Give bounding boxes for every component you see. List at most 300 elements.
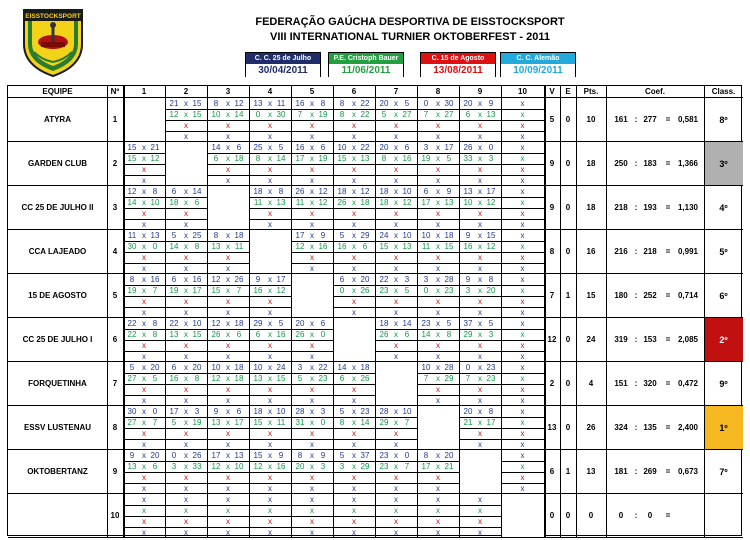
match-cell — [459, 318, 501, 362]
match-cell — [291, 186, 333, 230]
coef-equals: = — [665, 467, 671, 476]
pending-match: x — [520, 231, 525, 240]
pending-match: x — [142, 429, 146, 438]
header-team: EQUIPE — [42, 87, 73, 96]
coef-equals: = — [665, 379, 671, 388]
pending-match: x — [520, 484, 525, 493]
pending-match: x — [142, 484, 146, 493]
points-value: 10 — [586, 115, 596, 124]
pending-match: x — [310, 352, 314, 361]
stage-date: 11/06/2011 — [329, 64, 403, 77]
match-cell — [123, 230, 165, 274]
match-cell — [501, 186, 544, 230]
match-cell — [165, 98, 207, 142]
empty-cell — [417, 406, 459, 450]
stage-label: C. C. Alemão — [501, 53, 575, 64]
match-score: 17 x 3 — [169, 407, 200, 416]
pending-match: x — [478, 396, 482, 405]
pending-match: x — [142, 308, 146, 317]
pending-match: x — [394, 528, 398, 537]
match-score: 26 x 18 — [337, 198, 370, 207]
match-cell — [123, 494, 165, 538]
federation-logo-icon — [16, 4, 90, 78]
match-score: 10 x 18 — [211, 363, 244, 372]
pending-match: x — [520, 264, 525, 273]
match-cell — [501, 318, 544, 362]
match-score: 9 x 17 — [255, 275, 286, 284]
pending-match: x — [520, 385, 525, 394]
match-score: 3 x 33 — [171, 462, 202, 471]
match-cell — [333, 362, 375, 406]
match-score: 18 x 12 — [337, 187, 370, 196]
match-cell — [207, 318, 249, 362]
stage-3 — [420, 52, 496, 77]
match-cell — [207, 494, 249, 538]
match-cell — [249, 274, 291, 318]
pending-match: x — [226, 297, 230, 306]
pending-match: x — [520, 110, 525, 119]
pending-match: x — [268, 297, 272, 306]
pending-match: x — [310, 341, 314, 350]
match-score: 11 x 12 — [295, 198, 328, 207]
match-cell — [333, 406, 375, 450]
pending-match: x — [310, 132, 314, 141]
coef-against: 135 — [643, 423, 657, 432]
points-value: 16 — [586, 247, 596, 256]
match-score: 10 x 14 — [211, 110, 244, 119]
match-score: 8 x 14 — [339, 418, 370, 427]
match-score: 6 x 14 — [171, 187, 202, 196]
match-score: 23 x 0 — [379, 451, 410, 460]
pending-match: x — [142, 352, 146, 361]
coef-equals: = — [665, 423, 671, 432]
match-score: 6 x 18 — [213, 154, 244, 163]
header-e: E — [565, 87, 571, 96]
pending-match: x — [436, 132, 440, 141]
match-cell — [165, 406, 207, 450]
class-rank: 3º — [719, 159, 728, 169]
draws-value: 0 — [565, 335, 571, 344]
pending-match: x — [436, 506, 440, 515]
pending-match: x — [352, 440, 356, 449]
pending-match: x — [478, 209, 482, 218]
draws-value: 0 — [565, 115, 571, 124]
match-score: 5 x 23 — [339, 407, 370, 416]
coef-sep: : — [634, 291, 638, 300]
header-col-3: 3 — [225, 87, 231, 96]
match-score: 10 x 24 — [253, 363, 286, 372]
pending-match: x — [436, 396, 440, 405]
pending-match: x — [226, 429, 230, 438]
coef-sep: : — [634, 203, 638, 212]
pending-match: x — [352, 473, 356, 482]
match-score: 18 x 10 — [253, 407, 286, 416]
coef-for: 151 — [614, 379, 628, 388]
match-score: 10 x 12 — [463, 198, 496, 207]
match-score: 10 x 22 — [337, 143, 370, 152]
pending-match: x — [394, 341, 398, 350]
pending-match: x — [352, 165, 356, 174]
header-col-10: 10 — [518, 87, 527, 96]
match-score: 19 x 7 — [127, 286, 158, 295]
pending-match: x — [226, 253, 230, 262]
pending-match: x — [268, 484, 272, 493]
match-cell — [375, 406, 417, 450]
match-cell — [207, 450, 249, 494]
match-score: 23 x 7 — [379, 462, 410, 471]
points-value: 0 — [588, 511, 594, 520]
empty-cell — [123, 98, 165, 142]
pending-match: x — [394, 220, 398, 229]
class-rank: 9º — [719, 379, 728, 389]
empty-cell — [207, 186, 249, 230]
coef-value — [674, 494, 702, 538]
match-score: 8 x 20 — [423, 451, 454, 460]
match-cell — [207, 142, 249, 186]
team-name: GARDEN CLUB — [27, 159, 88, 168]
match-score: 0 x 30 — [423, 99, 454, 108]
points-value: 18 — [586, 203, 596, 212]
pending-match: x — [268, 176, 272, 185]
team-name: CCA LAJEADO — [28, 247, 87, 256]
pending-match: x — [394, 121, 398, 130]
match-score: 27 x 5 — [127, 374, 158, 383]
match-score: 13 x 15 — [253, 374, 286, 383]
coef-against: 277 — [643, 115, 657, 124]
match-score: 5 x 20 — [129, 363, 160, 372]
pending-match: x — [394, 253, 398, 262]
match-score: 18 x 8 — [253, 187, 284, 196]
pending-match: x — [394, 352, 398, 361]
match-cell — [459, 494, 501, 538]
pending-match: x — [352, 495, 356, 504]
coef-value: 0,714 — [677, 291, 699, 300]
pending-match: x — [310, 528, 314, 537]
pending-match: x — [520, 363, 525, 372]
pending-match: x — [478, 495, 482, 504]
match-score: 14 x 6 — [211, 143, 242, 152]
stage-4 — [500, 52, 576, 77]
team-number: 8 — [112, 423, 118, 432]
pending-match: x — [310, 396, 314, 405]
page-header — [0, 0, 750, 84]
pending-match: x — [226, 484, 230, 493]
match-score: 29 x 7 — [379, 418, 410, 427]
team-name: OKTOBERTANZ — [27, 467, 88, 476]
pending-match: x — [436, 220, 440, 229]
coef-equals: = — [665, 115, 671, 124]
pending-match: x — [268, 132, 272, 141]
header-col-9: 9 — [477, 87, 483, 96]
match-score: 21 x 15 — [169, 99, 202, 108]
match-cell — [123, 274, 165, 318]
pending-match: x — [520, 440, 525, 449]
match-score: 17 x 9 — [295, 231, 326, 240]
draws-value: 0 — [565, 511, 571, 520]
pending-match: x — [352, 132, 356, 141]
match-cell — [207, 230, 249, 274]
team-number: 10 — [110, 511, 120, 520]
pending-match: x — [520, 308, 525, 317]
match-cell — [249, 450, 291, 494]
pending-match: x — [352, 253, 356, 262]
match-cell — [417, 186, 459, 230]
pending-match: x — [520, 143, 525, 152]
pending-match: x — [394, 429, 398, 438]
match-cell — [333, 494, 375, 538]
pending-match: x — [478, 429, 482, 438]
match-score: 21 x 17 — [463, 418, 496, 427]
pending-match: x — [436, 495, 440, 504]
pending-match: x — [520, 451, 525, 460]
match-score: 16 x 8 — [295, 99, 326, 108]
pending-match: x — [310, 429, 314, 438]
coef-for: 218 — [614, 203, 628, 212]
match-score: 22 x 3 — [379, 275, 410, 284]
pending-match: x — [268, 506, 272, 515]
pending-match: x — [478, 506, 482, 515]
pending-match: x — [184, 264, 188, 273]
match-score: 26 x 12 — [295, 187, 328, 196]
coef-sep: : — [634, 379, 638, 388]
pending-match: x — [352, 396, 356, 405]
empty-cell — [249, 230, 291, 274]
pending-match: x — [226, 385, 230, 394]
pending-match: x — [352, 517, 356, 526]
match-score: 14 x 10 — [127, 198, 160, 207]
match-score: 8 x 22 — [339, 99, 370, 108]
pending-match: x — [436, 209, 440, 218]
coef-value: 1,366 — [677, 159, 699, 168]
stage-2 — [328, 52, 404, 77]
empty-cell — [333, 318, 375, 362]
match-score: 13 x 17 — [463, 187, 496, 196]
stage-date: 10/09/2011 — [501, 64, 575, 77]
match-cell — [291, 494, 333, 538]
match-cell — [375, 98, 417, 142]
team-name: 15 DE AGOSTO — [28, 291, 87, 300]
pending-match: x — [520, 253, 525, 262]
match-score: 15 x 7 — [211, 286, 242, 295]
pending-match: x — [478, 220, 482, 229]
match-score: 15 x 13 — [337, 154, 370, 163]
pending-match: x — [520, 209, 525, 218]
coef-value: 0,673 — [677, 467, 699, 476]
match-cell — [459, 406, 501, 450]
coef-equals: = — [665, 511, 671, 520]
pending-match: x — [478, 308, 482, 317]
pending-match: x — [226, 517, 230, 526]
pending-match: x — [520, 154, 525, 163]
pending-match: x — [142, 495, 146, 504]
pending-match: x — [436, 517, 440, 526]
match-score: 19 x 17 — [169, 286, 202, 295]
pending-match: x — [394, 495, 398, 504]
pending-match: x — [478, 352, 482, 361]
match-score: 6 x 16 — [171, 275, 202, 284]
coef-for: 161 — [614, 115, 628, 124]
wins-value: 9 — [549, 203, 555, 212]
pending-match: x — [436, 297, 440, 306]
match-score: 22 x 8 — [127, 330, 158, 339]
match-cell — [375, 274, 417, 318]
pending-match: x — [310, 440, 314, 449]
match-score: 5 x 29 — [339, 231, 370, 240]
draws-value: 1 — [565, 467, 571, 476]
match-cell — [207, 274, 249, 318]
pending-match: x — [520, 407, 525, 416]
match-cell — [417, 98, 459, 142]
match-score: 15 x 12 — [127, 154, 160, 163]
match-score: 12 x 26 — [211, 275, 244, 284]
match-score: 13 x 11 — [211, 242, 244, 251]
match-score: 13 x 17 — [211, 418, 244, 427]
pending-match: x — [142, 253, 146, 262]
pending-match: x — [268, 473, 272, 482]
pending-match: x — [268, 352, 272, 361]
points-value: 24 — [586, 335, 596, 344]
empty-cell — [459, 450, 501, 494]
pending-match: x — [142, 220, 146, 229]
coef-sep: : — [634, 423, 638, 432]
pending-match: x — [352, 484, 356, 493]
pending-match: x — [478, 264, 482, 273]
match-score: 17 x 19 — [295, 154, 328, 163]
match-cell — [165, 450, 207, 494]
pending-match: x — [436, 385, 440, 394]
pending-match: x — [436, 253, 440, 262]
pending-match: x — [394, 484, 398, 493]
match-score: 12 x 18 — [211, 374, 244, 383]
team-number: 4 — [112, 247, 118, 256]
match-score: 7 x 29 — [423, 374, 454, 383]
coef-against: 193 — [643, 203, 657, 212]
pending-match: x — [184, 352, 188, 361]
pending-match: x — [520, 462, 525, 471]
coef-value: 1,130 — [677, 203, 699, 212]
coef-for: 181 — [614, 467, 628, 476]
coef-sep: : — [634, 511, 638, 520]
pending-match: x — [478, 440, 482, 449]
pending-match: x — [142, 209, 146, 218]
match-score: 12 x 16 — [253, 462, 286, 471]
stage-date: 30/04/2011 — [246, 64, 320, 77]
team-name: ESSV LUSTENAU — [23, 423, 92, 432]
pending-match: x — [226, 396, 230, 405]
match-score: 31 x 0 — [295, 418, 326, 427]
empty-cell — [375, 362, 417, 406]
match-score: 23 x 5 — [379, 286, 410, 295]
match-score: 3 x 17 — [423, 143, 454, 152]
pending-match: x — [310, 253, 314, 262]
match-cell — [123, 450, 165, 494]
pending-match: x — [226, 308, 230, 317]
match-score: 5 x 25 — [171, 231, 202, 240]
header-col-5: 5 — [309, 87, 315, 96]
match-cell — [333, 230, 375, 274]
pending-match: x — [226, 440, 230, 449]
match-cell — [249, 186, 291, 230]
pending-match: x — [142, 506, 146, 515]
pending-match: x — [226, 506, 230, 515]
match-score: 5 x 27 — [381, 110, 412, 119]
pending-match: x — [520, 341, 525, 350]
match-cell — [459, 230, 501, 274]
match-cell — [417, 450, 459, 494]
coef-for: 216 — [614, 247, 628, 256]
pending-match: x — [352, 429, 356, 438]
class-rank: 4º — [719, 203, 728, 213]
pending-match: x — [142, 297, 146, 306]
pending-match: x — [184, 132, 188, 141]
match-cell — [459, 186, 501, 230]
pending-match: x — [352, 220, 356, 229]
pending-match: x — [352, 297, 356, 306]
points-value: 15 — [586, 291, 596, 300]
match-score: 12 x 16 — [295, 242, 328, 251]
pending-match: x — [226, 176, 230, 185]
match-cell — [417, 230, 459, 274]
match-cell — [165, 230, 207, 274]
match-cell — [291, 406, 333, 450]
pending-match: x — [142, 176, 146, 185]
match-cell — [123, 186, 165, 230]
match-cell — [417, 318, 459, 362]
draws-value: 0 — [565, 159, 571, 168]
match-score: 20 x 8 — [463, 407, 494, 416]
match-cell — [417, 142, 459, 186]
match-cell — [333, 142, 375, 186]
match-score: 15 x 13 — [379, 242, 412, 251]
match-score: 18 x 10 — [379, 187, 412, 196]
match-score: 30 x 0 — [127, 242, 158, 251]
match-cell — [333, 274, 375, 318]
match-score: 22 x 10 — [169, 319, 202, 328]
pending-match: x — [310, 165, 314, 174]
match-cell — [291, 230, 333, 274]
match-cell — [123, 142, 165, 186]
pending-match: x — [184, 341, 188, 350]
stage-date: 13/08/2011 — [421, 64, 495, 77]
coef-sep: : — [634, 335, 638, 344]
header-col-4: 4 — [267, 87, 273, 96]
coef-sep: : — [634, 115, 638, 124]
class-rank — [704, 494, 743, 538]
class-rank: 7º — [719, 467, 728, 477]
match-cell — [165, 318, 207, 362]
match-cell — [207, 98, 249, 142]
coef-against: 153 — [643, 335, 657, 344]
match-score: 0 x 30 — [255, 110, 286, 119]
pending-match: x — [436, 176, 440, 185]
pending-match: x — [310, 495, 314, 504]
coef-value: 2,400 — [677, 423, 699, 432]
pending-match: x — [268, 220, 272, 229]
match-cell — [165, 494, 207, 538]
pending-match: x — [478, 176, 482, 185]
match-cell — [333, 98, 375, 142]
pending-match: x — [520, 198, 525, 207]
match-cell — [123, 318, 165, 362]
pending-match: x — [226, 341, 230, 350]
pending-match: x — [184, 385, 188, 394]
pending-match: x — [520, 275, 525, 284]
pending-match: x — [520, 330, 525, 339]
pending-match: x — [352, 308, 356, 317]
match-cell — [249, 406, 291, 450]
coef-sep: : — [634, 467, 638, 476]
pending-match: x — [268, 341, 272, 350]
